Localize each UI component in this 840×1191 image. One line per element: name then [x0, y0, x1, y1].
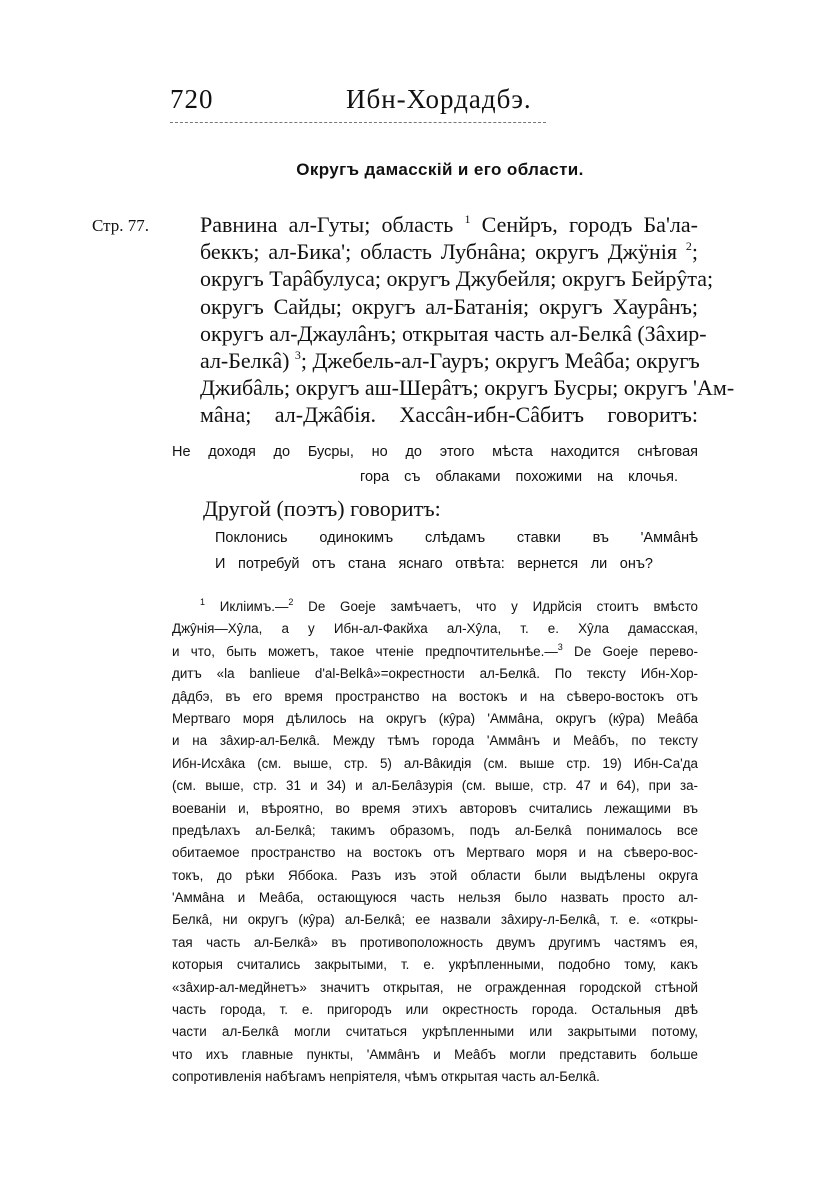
footnote-line: части ал-Белкâ могли считаться укрѣпленными или закрытыми потому, — [172, 1024, 698, 1040]
section-title: Округъ дамасскій и его области. — [296, 160, 584, 179]
page-reference: Стр. 77. — [92, 216, 150, 235]
footnote-line: «зâхир-ал-медйнетъ» значитъ открытая, не огражденная городской стѣной — [172, 979, 698, 995]
main-text — [200, 211, 735, 429]
main-text-line: ал-Белкâ) $^3$; Джебель-ал-Гауръ; округъ Меâба; округъ — [200, 347, 700, 373]
main-text-line: Джибâль; округъ аш-Шерâтъ; округъ Бусры; округъ 'Ам- — [200, 375, 735, 401]
another-poet-says: Другой (поэтъ) говоритъ: — [203, 496, 441, 521]
verse-line: И потребуй отъ стана яснаго отвѣта: вернется ли онъ? — [215, 556, 653, 572]
verse-line: гора съ облаками похожими на клочья. — [360, 469, 678, 485]
footnote-line: Мертваго моря дѣлилось на округъ (кŷра) 'Аммâна, округъ (кŷра) Меâба — [172, 710, 698, 726]
footnote-line: токъ, до рѣки Яббока. Разъ изъ этой области были выдѣлены округа — [172, 867, 698, 883]
verse-line: Не доходя до Бусры, но до этого мѣста находится снѣговая — [172, 444, 698, 460]
footnote-line: и что, быть можетъ, такое чтеніе предпочтительнѣе.—$^3$ De Goeje перево- — [172, 641, 698, 659]
footnote-line: которыя считались закрытыми, т. е. укрѣпленными, подобно тому, какъ — [172, 957, 698, 973]
footnote-line: и на зâхир-ал-Белкâ. Между тѣмъ города 'Аммâнъ и Меâбъ, по тексту — [172, 733, 698, 749]
footnote-line: $^1$ Икліимъ.—$^2$ De Goeje замѣчаетъ, что у Идрйсія стоитъ вмѣсто — [200, 597, 698, 614]
main-text-line: беккъ; ал-Бика'; область Лубнâна; округъ Джÿнія $^2$; — [200, 239, 698, 265]
footnotes — [172, 596, 698, 1089]
footnote-line: Белкâ, ни округъ (кŷра) ал-Белкâ; ее назвали зâхиру-л-Белкâ, т. е. «откры- — [172, 912, 698, 928]
footnote-line: что ихъ главные пункты, 'Аммâнъ и Меâбъ могли представить больше — [172, 1046, 698, 1062]
verse-line: Поклонись одинокимъ слѣдамъ ставки въ 'Аммâнѣ — [215, 530, 698, 546]
page-header — [170, 84, 710, 126]
footnote-line: дâдбэ, въ его время пространство на востокъ и на сѣверо-востокъ отъ — [172, 688, 698, 704]
running-title: Ибн-Хордадбэ. — [346, 84, 532, 114]
footnote-line: Джŷнія—Хŷла, а у Ибн-ал-Факйха ал-Хŷла, т. е. Хŷла дамасская, — [172, 621, 698, 637]
main-text-line: округъ Тарâбулуса; округъ Джубейля; округъ Бейрŷта; — [200, 266, 714, 292]
footnote-line: сопротивленія набѣгамъ непріятеля, чѣмъ открытая часть ал-Белкâ. — [172, 1069, 600, 1085]
main-text-line: округъ Сайды; округъ ал-Батанія; округъ Хаурâнъ; — [200, 293, 698, 319]
footnote-line: обитаемое пространство на востокъ отъ Мертваго моря и на сѣверо-вос- — [172, 845, 698, 861]
page-number: 720 — [170, 84, 214, 114]
footnote-line: Ибн-Исхâка (см. выше, стр. 5) ал-Вâкидія (см. выше стр. 19) Ибн-Са'да — [172, 755, 698, 771]
footnote-line: воеваніи и, вѣроятно, во время этихъ авторовъ считались лежащими въ — [172, 800, 698, 816]
main-text-line: Равнина ал-Гуты; область $^1$ Сенйръ, городъ Ба'ла- — [200, 212, 698, 237]
footnote-line: предѣлахъ ал-Белкâ; такимъ образомъ, подъ ал-Белкâ понималось все — [172, 822, 698, 838]
footnote-line: 'Аммâна и Меâба, остающуюся часть нельзя было назвать просто ал- — [172, 890, 698, 906]
footnote-line: дитъ «la banlieue d'al-Belkâ»=окрестности ал-Белкâ. По тексту Ибн-Хор- — [172, 666, 698, 682]
main-text-line: мâна; ал-Джâбія. Хассâн-ибн-Сâбитъ говоритъ: — [200, 402, 698, 428]
footnote-line: тая часть ал-Белкâ» въ противоположность двумъ другимъ частямъ ея, — [172, 934, 698, 950]
main-text-line: округъ ал-Джаулâнъ; открытая часть ал-Белкâ (Зâхир- — [200, 320, 707, 346]
footnote-line: часть города, т. е. пригородъ или окрестность города. Остальныя двѣ — [172, 1002, 698, 1018]
header-rule — [170, 122, 546, 123]
footnote-line: (см. выше, стр. 31 и 34) и ал-Белâзурія (см. выше, стр. 47 и 64), при за- — [172, 778, 698, 794]
